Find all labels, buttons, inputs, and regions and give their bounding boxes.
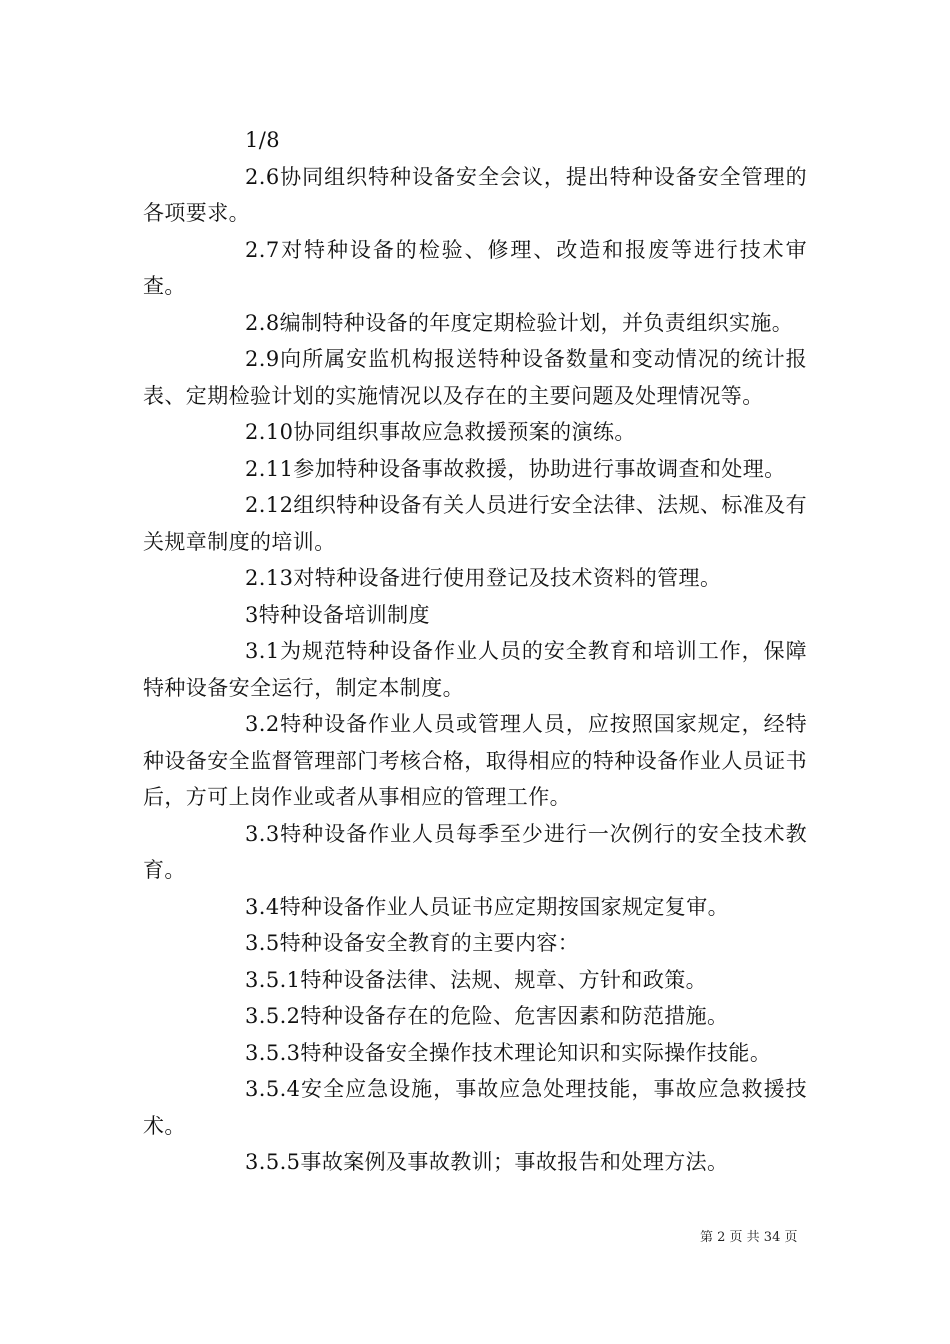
paragraph-3-4: 3.4特种设备作业人员证书应定期按国家规定复审。 bbox=[245, 894, 729, 919]
paragraph-3-1: 3.1为规范特种设备作业人员的安全教育和培训工作，保障特种设备安全运行，制定本制度。 bbox=[143, 639, 807, 700]
paragraph-3-3: 3.3特种设备作业人员每季至少进行一次例行的安全技术教育。 bbox=[143, 821, 807, 882]
paragraph-2-11: 2.11参加特种设备事故救援，协助进行事故调查和处理。 bbox=[245, 456, 786, 481]
paragraph-3-5-2: 3.5.2特种设备存在的危险、危害因素和防范措施。 bbox=[245, 1004, 729, 1028]
paragraph-3-5-1: 3.5.1特种设备法律、法规、规章、方针和政策。 bbox=[245, 967, 708, 992]
paragraph-3-5-5: 3.5.5事故案例及事故教训；事故报告和处理方法。 bbox=[245, 1150, 729, 1174]
page-number-footer: 第 2 页 共 34 页 bbox=[700, 1230, 798, 1245]
section-heading-3: 3特种设备培训制度 bbox=[245, 602, 430, 627]
paragraph-2-7: 2.7对特种设备的检验、修理、改造和报废等进行技术审查。 bbox=[143, 237, 807, 298]
paragraph-page-marker: 1/8 bbox=[245, 128, 280, 152]
document-body bbox=[143, 122, 807, 1181]
paragraph-2-6: 2.6协同组织特种设备安全会议，提出特种设备安全管理的各项要求。 bbox=[143, 164, 807, 225]
paragraph-2-9: 2.9向所属安监机构报送特种设备数量和变动情况的统计报表、定期检验计划的实施情况以及存在的主要问题及处理情况等。 bbox=[143, 347, 807, 408]
paragraph-2-10: 2.10协同组织事故应急救援预案的演练。 bbox=[245, 420, 636, 444]
paragraph-2-8: 2.8编制特种设备的年度定期检验计划，并负责组织实施。 bbox=[245, 310, 794, 335]
paragraph-3-5: 3.5特种设备安全教育的主要内容： bbox=[245, 931, 580, 955]
paragraph-3-5-4: 3.5.4安全应急设施，事故应急处理技能，事故应急救援技术。 bbox=[143, 1077, 807, 1138]
paragraph-3-5-3: 3.5.3特种设备安全操作技术理论知识和实际操作技能。 bbox=[245, 1040, 772, 1065]
paragraph-2-12: 2.12组织特种设备有关人员进行安全法律、法规、标准及有关规章制度的培训。 bbox=[143, 493, 807, 554]
paragraph-3-2: 3.2特种设备作业人员或管理人员，应按照国家规定，经特种设备安全监督管理部门考核合格，取得相应的特种设备作业人员证书后，方可上岗作业或者从事相应的管理工作。 bbox=[143, 712, 807, 809]
paragraph-2-13: 2.13对特种设备进行使用登记及技术资料的管理。 bbox=[245, 566, 722, 590]
